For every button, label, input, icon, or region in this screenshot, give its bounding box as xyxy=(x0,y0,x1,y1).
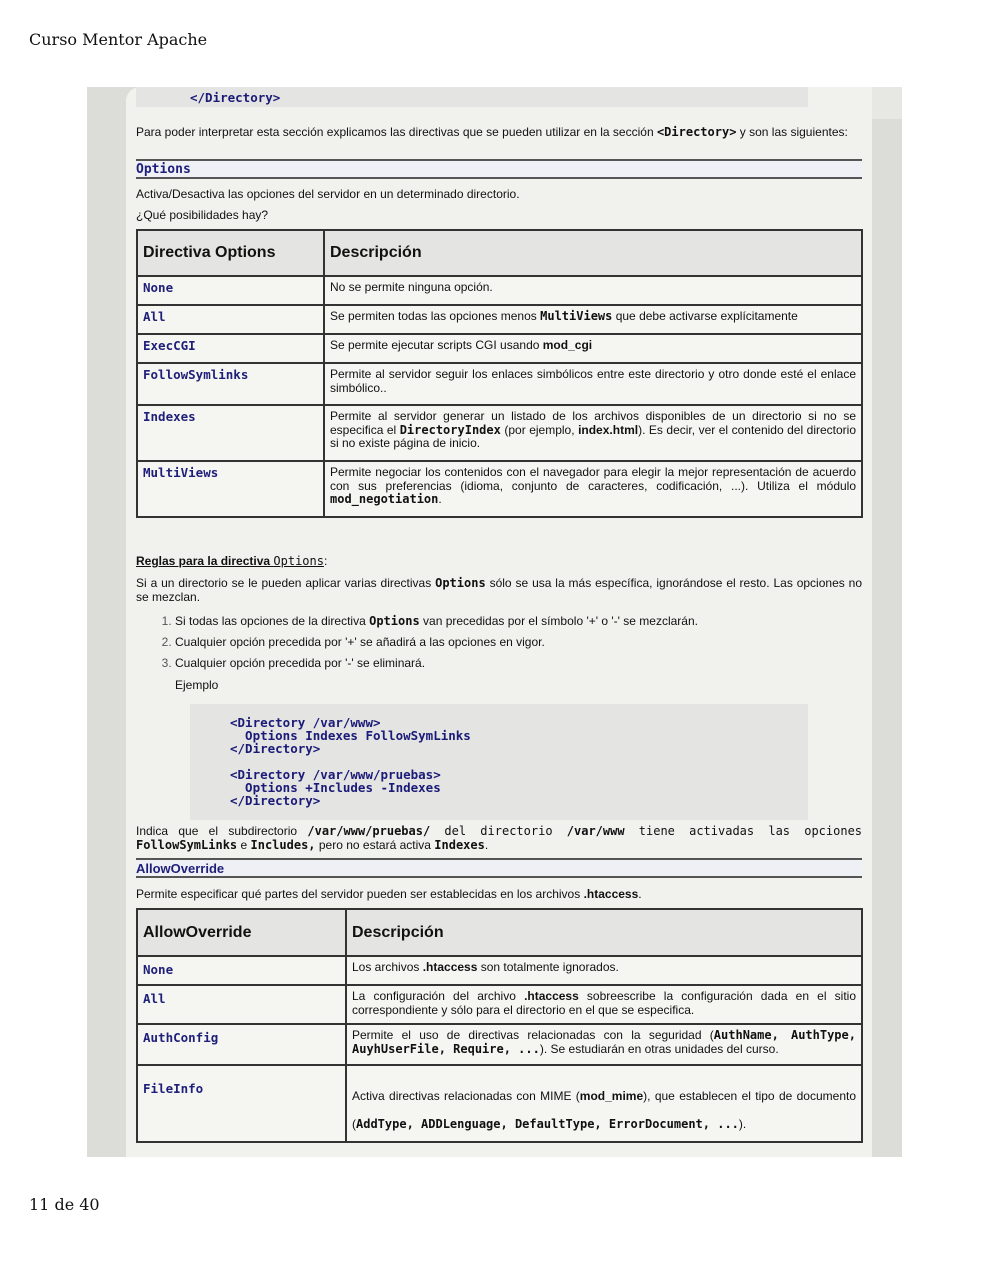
page-footer: 11 de 40 xyxy=(29,1195,100,1214)
options-question: ¿Qué posibilidades hay? xyxy=(136,208,269,222)
option-desc: Permite al servidor seguir los enlaces simbólicos entre este directorio y otro donde esté el enlace simbólico.. xyxy=(325,364,861,404)
intro-text: Para poder interpretar esta sección explicamos las directivas que se pueden utilizar en la sección xyxy=(136,125,657,139)
top-code-box xyxy=(136,87,808,107)
option-key: All xyxy=(138,306,323,333)
rules-paragraph: Si a un directorio se le pueden aplicar varias directivas Options sólo se usa la más específica, ignorándose el resto. Las opciones no se mezclan. xyxy=(136,576,862,604)
options-table-header-2: Descripción xyxy=(325,231,861,275)
allowoverride-heading: AllowOverride xyxy=(136,861,225,876)
options-table xyxy=(136,229,863,518)
option-desc: Se permite ejecutar scripts CGI usando mod_cgi xyxy=(325,335,861,362)
table-row xyxy=(138,957,861,984)
allowoverride-desc: Activa directivas relacionadas con MIME (mod_mime), que establecen el tipo de documento (AddType, ADDLenguage, DefaultType, ErrorDocument, ...). xyxy=(347,1066,861,1141)
rules-list xyxy=(136,614,862,677)
allowoverride-table-header-1: AllowOverride xyxy=(138,910,345,955)
options-heading: Options xyxy=(136,162,191,177)
option-desc: Se permiten todas las opciones menos MultiViews que debe activarse explícitamente xyxy=(325,306,861,333)
intro-code: <Directory> xyxy=(656,125,737,139)
frame-corner xyxy=(872,87,902,119)
option-desc: Permite al servidor generar un listado de los archivos disponibles de un directorio si no se especifica el DirectoryIndex (por ejemplo, index.html). Es decir, ver el contenido del directorio si no existe página de inicio. xyxy=(325,406,861,460)
table-row xyxy=(138,1066,861,1141)
table-row xyxy=(138,277,861,304)
table-row xyxy=(138,462,861,516)
allowoverride-heading-bar xyxy=(136,858,862,878)
rules-title: Reglas para la directiva Options: xyxy=(136,554,328,568)
allowoverride-key: All xyxy=(138,986,345,1023)
page-header: Curso Mentor Apache xyxy=(29,30,208,49)
allowoverride-desc: Permite el uso de directivas relacionadas con la seguridad (AuthName, AuthType, AuyhUserFile, Require, ...). Se estudiarán en otras unidades del curso. xyxy=(347,1025,861,1064)
intro-paragraph xyxy=(136,125,862,139)
table-row xyxy=(138,364,861,404)
option-key: FollowSymlinks xyxy=(138,364,323,404)
option-key: MultiViews xyxy=(138,462,323,516)
list-item: 2. Cualquier opción precedida por '+' se añadirá a las opciones en vigor. xyxy=(175,635,862,649)
allowoverride-desc: Los archivos .htaccess son totalmente ignorados. xyxy=(347,957,861,984)
option-key: ExecCGI xyxy=(138,335,323,362)
table-row xyxy=(138,406,861,460)
table-row xyxy=(138,1025,861,1064)
option-key: None xyxy=(138,277,323,304)
list-item: 1. Si todas las opciones de la directiva Options van precedidas por el símbolo '+' o '-' se mezclarán. xyxy=(175,614,862,628)
top-code: </Directory> xyxy=(190,90,281,105)
example-label: Ejemplo xyxy=(175,678,219,692)
example-code-box xyxy=(190,704,808,820)
allowoverride-key: None xyxy=(138,957,345,984)
example-note: Indica que el subdirectorio /var/www/pruebas/ del directorio /var/www tiene activadas las opciones FollowSymLinks e Includes, pero no estará activa Indexes. xyxy=(136,824,863,852)
options-table-header-1: Directiva Options xyxy=(138,231,323,275)
options-heading-bar xyxy=(136,159,862,179)
allowoverride-desc: La configuración del archivo .htaccess sobreescribe la configuración dada en el sitio correspondiente y sólo para el directorio en el que se especifica. xyxy=(347,986,861,1023)
list-item: 3. Cualquier opción precedida por '-' se eliminará. xyxy=(175,656,862,670)
allowoverride-table xyxy=(136,908,863,1143)
allowoverride-desc: Permite especificar qué partes del servidor pueden ser establecidas en los archivos .htaccess. xyxy=(136,887,642,901)
option-desc: No se permite ninguna opción. xyxy=(325,277,861,304)
intro-text-end: y son las siguientes: xyxy=(736,125,848,139)
option-desc: Permite negociar los contenidos con el navegador para elegir la mejor representación de acuerdo con sus preferencias (idioma, conjunto de caracteres, codificación, ...). Utiliza el módulo mod_negotiation. xyxy=(325,462,861,516)
table-row xyxy=(138,335,861,362)
options-desc: Activa/Desactiva las opciones del servidor en un determinado directorio. xyxy=(136,187,520,201)
option-key: Indexes xyxy=(138,406,323,460)
table-row xyxy=(138,306,861,333)
allowoverride-table-header-2: Descripción xyxy=(347,910,861,955)
table-row xyxy=(138,986,861,1023)
example-code: <Directory /var/www> Options Indexes FollowSymLinks </Directory> <Directory /var/www/pruebas> Options +Includes -Indexes </Directory> xyxy=(230,715,471,808)
allowoverride-key: AuthConfig xyxy=(138,1025,345,1064)
allowoverride-key: FileInfo xyxy=(138,1066,345,1141)
